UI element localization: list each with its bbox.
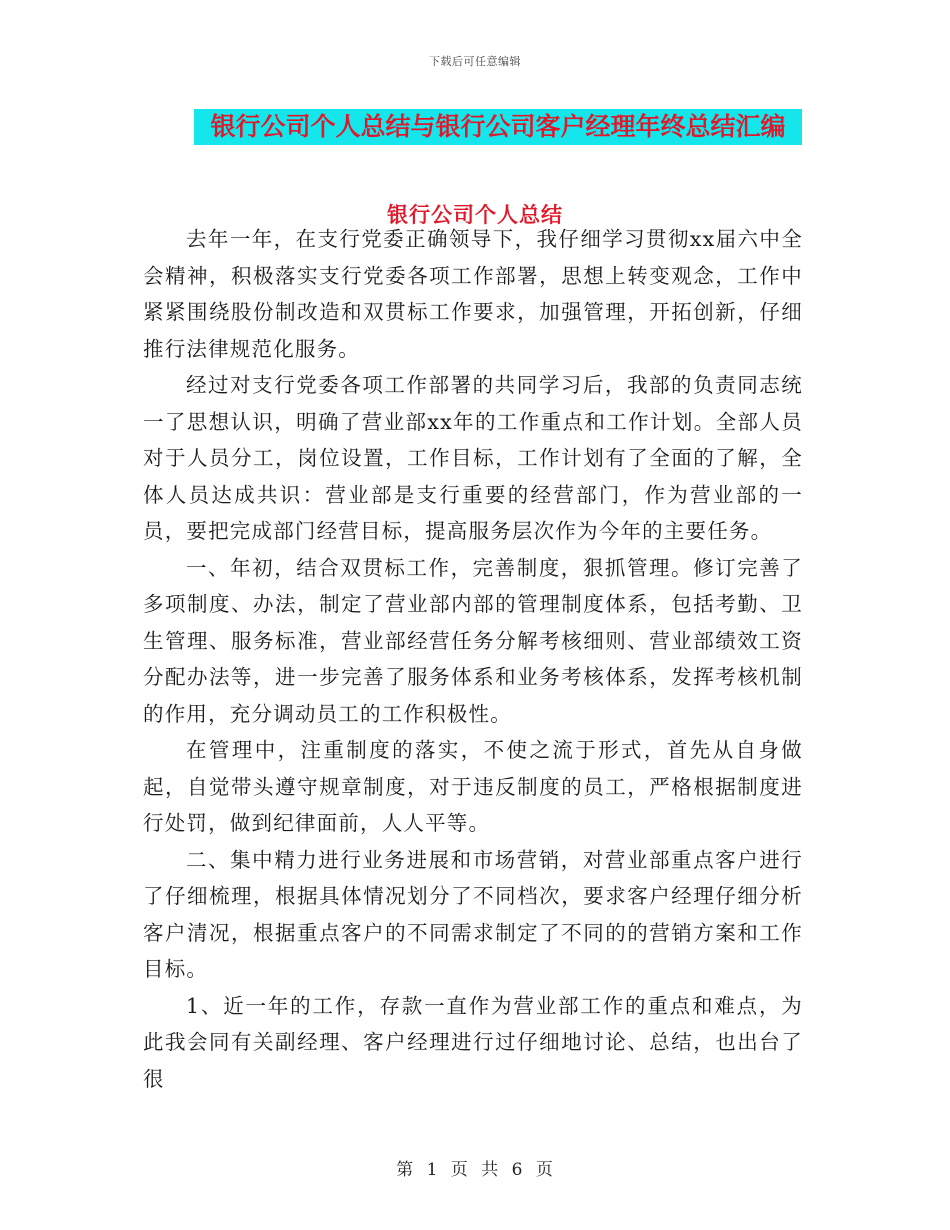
header-note: 下载后可任意编辑 — [429, 55, 521, 68]
paragraph: 1、近一年的工作，存款一直作为营业部工作的重点和难点，为此我会同有关副经理、客户经理进行过仔细地讨论、总结，也出台了很 — [143, 993, 803, 1091]
paragraph: 经过对支行党委各项工作部署的共同学习后，我部的负责同志统一了思想认识，明确了营业部xx年的工作重点和工作计划。全部人员对于人员分工，岗位设置，工作目标，工作计划有了全面的了解，全体人员达成共识：营业部是支行重要的经营部门，作为营业部的一员，要把完成部门经营目标，提高服务层次作为今年的主要任务。 — [143, 373, 803, 543]
paragraph: 一、年初，结合双贯标工作，完善制度，狠抓管理。修订完善了多项制度、办法，制定了营业部内部的管理制度体系，包括考勤、卫生管理、服务标准，营业部经营任务分解考核细则、营业部绩效工资分配办法等，进一步完善了服务体系和业务考核体系，发挥考核机制的作用，充分调动员工的工作积极性。 — [143, 555, 803, 726]
document-title-highlight — [194, 109, 802, 145]
page-number-footer: 第 1 页 共 6 页 — [396, 1160, 554, 1180]
document-title: 银行公司个人总结与银行公司客户经理年终总结汇编 — [210, 112, 786, 141]
document-body — [143, 221, 803, 1097]
section-title: 银行公司个人总结 — [387, 202, 563, 227]
paragraph: 二、集中精力进行业务进展和市场营销，对营业部重点客户进行了仔细梳理，根据具体情况划分了不同档次，要求客户经理仔细分析客户清况，根据重点客户的不同需求制定了不同的的营销方案和工作目标。 — [143, 847, 803, 981]
paragraph: 在管理中，注重制度的落实，不使之流于形式，首先从自身做起，自觉带头遵守规章制度，对于违反制度的员工，严格根据制度进行处罚，做到纪律面前，人人平等。 — [143, 738, 803, 835]
paragraph: 去年一年，在支行党委正确领导下，我仔细学习贯彻xx届六中全会精神，积极落实支行党委各项工作部署，思想上转变观念，工作中紧紧围绕股份制改造和双贯标工作要求，加强管理，开拓创新，仔细推行法律规范化服务。 — [143, 227, 803, 361]
